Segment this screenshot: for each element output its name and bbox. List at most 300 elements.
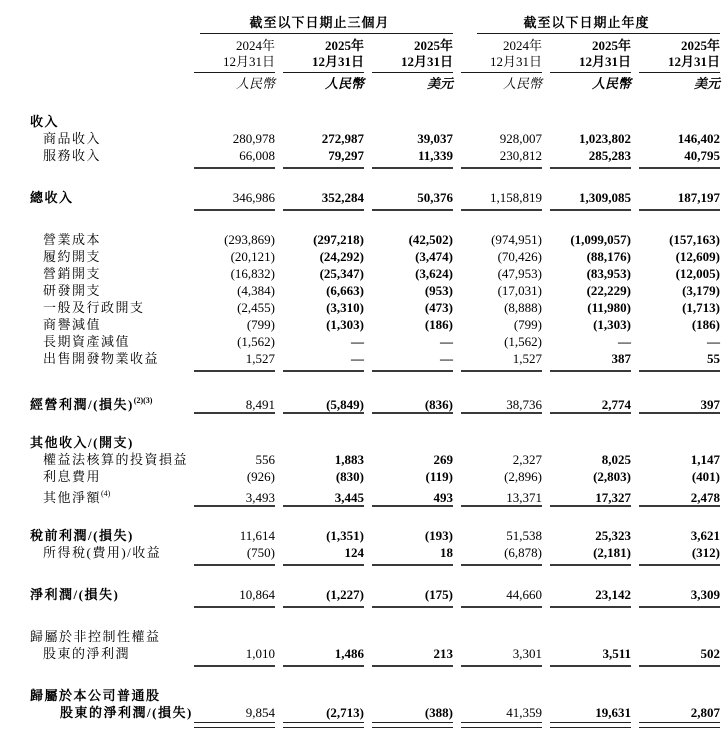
value-cell: 1,158,819 — [490, 190, 542, 205]
row-label — [0, 248, 186, 265]
value-cell: (3,179) — [682, 283, 720, 298]
row-label-text: 淨利潤/(損失) — [30, 587, 120, 602]
rule-line — [550, 410, 631, 414]
value-cell: 1,486 — [334, 646, 364, 661]
column-currency: 人民幣 — [235, 76, 275, 91]
rule-line — [639, 663, 720, 667]
value-cell: (4,384) — [237, 283, 275, 298]
value-cell: (750) — [246, 545, 275, 560]
rule-line — [461, 70, 542, 73]
column-year: 2024年 — [235, 38, 275, 53]
table-row — [0, 451, 720, 468]
table-row — [0, 333, 720, 350]
row-label-text: 權益法核算的投資損益 — [43, 452, 189, 467]
label-column-spacer — [0, 562, 186, 567]
value-cell: 146,402 — [677, 131, 720, 146]
value-cell: 3,309 — [690, 587, 720, 602]
label-column-spacer — [0, 604, 186, 609]
single-rule — [186, 410, 275, 415]
row-label-text: 其他淨額 — [43, 490, 102, 505]
row-label — [0, 130, 186, 147]
rule-line — [372, 368, 453, 372]
value-cell: (926) — [246, 469, 275, 484]
single-rule — [542, 663, 631, 668]
rule-line — [194, 663, 275, 667]
period-group-header: 截至以下日期止年度 — [523, 15, 650, 30]
rule-line — [283, 503, 364, 507]
value-cell: 1,147 — [690, 452, 720, 467]
value-cell: (830) — [335, 469, 364, 484]
total-rule-row — [0, 722, 720, 727]
value-cell: (297,218) — [313, 232, 364, 247]
period-group-rule — [453, 32, 720, 34]
financial-statement-table — [0, 14, 724, 727]
single-rule — [453, 503, 542, 508]
table-row — [0, 485, 720, 505]
row-label — [0, 265, 186, 282]
column-year-row — [0, 38, 720, 54]
value-cell: (12,609) — [675, 249, 720, 264]
value-cell: 556 — [255, 452, 275, 467]
row-label — [0, 189, 186, 206]
single-rule — [542, 503, 631, 508]
value-cell: 1,883 — [334, 452, 364, 467]
value-cell: (293,869) — [224, 232, 275, 247]
rule-line — [550, 165, 631, 169]
table-row — [0, 392, 720, 412]
value-cell: (12,005) — [675, 266, 720, 281]
table-row — [0, 248, 720, 265]
value-cell: 187,197 — [677, 190, 720, 205]
value-cell: 44,660 — [506, 587, 542, 602]
value-cell: 8,025 — [601, 452, 631, 467]
double-rule — [542, 722, 631, 727]
value-cell: (24,292) — [319, 249, 364, 264]
value-cell: (47,953) — [497, 266, 542, 281]
value-cell: 2,807 — [690, 705, 720, 720]
value-cell: 346,986 — [232, 190, 275, 205]
value-cell: (799) — [246, 317, 275, 332]
value-cell: (799) — [513, 317, 542, 332]
rule-line — [477, 32, 720, 34]
rule-line — [639, 207, 720, 211]
row-label-text: 歸屬於本公司普通股 — [30, 688, 161, 703]
value-cell: 2,327 — [512, 452, 542, 467]
value-cell: (119) — [425, 469, 453, 484]
rule-line — [550, 503, 631, 507]
value-cell: 51,538 — [506, 528, 542, 543]
column-year: 2025年 — [413, 38, 453, 53]
table-row — [0, 147, 720, 164]
single-rule — [453, 207, 542, 212]
value-cell: 13,371 — [506, 490, 542, 505]
rule-line — [461, 663, 542, 667]
table-row — [0, 231, 720, 248]
label-column-spacer — [0, 38, 186, 54]
value-cell: 25,323 — [595, 528, 631, 543]
table-row — [0, 434, 720, 451]
row-label — [0, 316, 186, 333]
table-row — [0, 282, 720, 299]
value-cell: (2,713) — [326, 705, 364, 720]
row-label-footnote: (4) — [101, 489, 111, 498]
rule-line — [461, 165, 542, 169]
single-rule — [453, 604, 542, 609]
value-cell: (473) — [424, 300, 453, 315]
single-rule — [631, 604, 720, 609]
value-cell: 272,987 — [321, 131, 364, 146]
single-rule — [186, 368, 275, 373]
single-rule — [542, 368, 631, 373]
table-row — [0, 544, 720, 561]
column-date-rule — [364, 70, 453, 73]
table-row — [0, 113, 720, 130]
single-rule — [364, 410, 453, 415]
double-rule — [453, 722, 542, 727]
row-label-text: 其他收入/(開支) — [30, 435, 134, 450]
table-row — [0, 645, 720, 662]
total-rule-row — [0, 562, 720, 567]
label-column-spacer — [0, 368, 186, 373]
column-date: 12月31日 — [489, 54, 542, 69]
value-cell: 79,297 — [328, 148, 364, 163]
value-cell: (1,562) — [504, 334, 542, 349]
value-cell: 3,493 — [245, 490, 275, 505]
value-cell: 928,007 — [499, 131, 542, 146]
value-cell: 269 — [433, 452, 453, 467]
rule-line — [550, 368, 631, 372]
row-label-text: 收入 — [30, 114, 60, 129]
value-cell: (70,426) — [497, 249, 542, 264]
value-cell: 8,491 — [245, 397, 275, 412]
rule-line — [194, 562, 275, 566]
single-rule — [364, 663, 453, 668]
row-label-text: 營業成本 — [43, 232, 102, 247]
single-rule — [631, 663, 720, 668]
single-rule — [453, 663, 542, 668]
rule-line — [461, 604, 542, 608]
single-rule — [542, 562, 631, 567]
row-label-text: 長期資產減值 — [43, 334, 131, 349]
value-cell: (11,980) — [587, 300, 631, 315]
value-cell: (2,803) — [593, 469, 631, 484]
single-rule — [275, 165, 364, 170]
value-cell: 3,511 — [602, 646, 631, 661]
value-cell: 11,614 — [239, 528, 275, 543]
value-cell: (1,351) — [326, 528, 364, 543]
row-label — [0, 147, 186, 164]
rule-line — [372, 207, 453, 211]
value-cell: (2,455) — [237, 300, 275, 315]
rule-line — [283, 368, 364, 372]
rule-line — [372, 663, 453, 667]
total-rule-row — [0, 604, 720, 609]
value-cell: 10,864 — [239, 587, 275, 602]
value-cell: 38,736 — [506, 397, 542, 412]
value-cell: 50,376 — [417, 190, 453, 205]
rule-line — [550, 207, 631, 211]
single-rule — [275, 562, 364, 567]
single-rule — [275, 207, 364, 212]
value-cell: (22,229) — [586, 283, 631, 298]
table-row — [0, 468, 720, 485]
row-label — [0, 628, 186, 645]
label-column-spacer — [0, 503, 186, 508]
value-cell: 2,774 — [601, 397, 631, 412]
period-group-row — [0, 14, 720, 32]
single-rule — [631, 207, 720, 212]
rule-line — [639, 562, 720, 566]
rule-line — [550, 722, 631, 728]
row-label-text: 履約開支 — [43, 249, 102, 264]
rule-line — [461, 503, 542, 507]
single-rule — [453, 165, 542, 170]
single-rule — [275, 410, 364, 415]
value-cell: 1,023,802 — [579, 131, 631, 146]
rule-line — [283, 70, 364, 73]
rule-line — [372, 410, 453, 414]
value-cell: (401) — [691, 469, 720, 484]
single-rule — [542, 207, 631, 212]
value-cell: (3,624) — [415, 266, 453, 281]
column-currency: 美元 — [693, 76, 720, 91]
value-cell: (2,181) — [593, 545, 631, 560]
value-cell: 17,327 — [595, 490, 631, 505]
row-label-text: 經營利潤/(損失) — [30, 397, 134, 412]
row-label — [0, 434, 186, 451]
value-cell: (16,832) — [230, 266, 275, 281]
table-row — [0, 130, 720, 147]
rule-line — [194, 604, 275, 608]
single-rule — [275, 368, 364, 373]
rule-line — [550, 663, 631, 667]
value-cell: 23,142 — [595, 587, 631, 602]
single-rule — [453, 410, 542, 415]
value-cell: — — [351, 351, 364, 366]
column-date: 12月31日 — [578, 54, 631, 69]
value-cell: 39,037 — [417, 131, 453, 146]
single-rule — [364, 562, 453, 567]
row-label — [0, 527, 186, 544]
column-date-row — [0, 54, 720, 70]
single-rule — [631, 562, 720, 567]
value-cell: 213 — [433, 646, 453, 661]
row-label-text: 利息費用 — [43, 469, 102, 484]
value-cell: (175) — [424, 587, 453, 602]
rule-line — [194, 165, 275, 169]
value-cell: 41,359 — [506, 705, 542, 720]
rule-line — [550, 562, 631, 566]
period-group-rules — [0, 32, 720, 34]
label-column-spacer — [0, 165, 186, 170]
row-label-text: 總收入 — [30, 190, 74, 205]
label-column-spacer — [0, 73, 186, 93]
double-rule — [631, 722, 720, 727]
rule-line — [194, 70, 275, 73]
row-label — [0, 282, 186, 299]
value-cell: (17,031) — [497, 283, 542, 298]
value-cell: (3,474) — [415, 249, 453, 264]
header-body-gap — [0, 93, 724, 113]
value-cell: (974,951) — [491, 232, 542, 247]
value-cell: 502 — [700, 646, 720, 661]
value-cell: — — [351, 334, 364, 349]
single-rule — [186, 165, 275, 170]
value-cell: 18 — [440, 545, 453, 560]
value-cell: 280,978 — [232, 131, 275, 146]
column-date: 12月31日 — [667, 54, 720, 69]
value-cell: (83,953) — [586, 266, 631, 281]
rule-line — [461, 207, 542, 211]
double-rule — [186, 722, 275, 727]
value-cell: 3,301 — [512, 646, 542, 661]
value-cell: (1,227) — [326, 587, 364, 602]
value-cell: — — [707, 334, 720, 349]
rule-line — [283, 604, 364, 608]
single-rule — [453, 562, 542, 567]
value-cell: 40,795 — [684, 148, 720, 163]
value-cell: (6,878) — [504, 545, 542, 560]
column-currency: 人民幣 — [591, 76, 631, 91]
value-cell: 1,527 — [512, 351, 542, 366]
total-rule-row — [0, 663, 720, 668]
single-rule — [542, 165, 631, 170]
row-label — [0, 468, 186, 485]
rule-line — [550, 70, 631, 73]
rule-line — [372, 70, 453, 73]
single-rule — [364, 503, 453, 508]
rule-line — [194, 722, 275, 728]
total-rule-row — [0, 503, 720, 508]
column-currency: 美元 — [426, 76, 453, 91]
row-label-text: 營銷開支 — [43, 266, 102, 281]
row-label-text: 所得稅(費用)/收益 — [43, 545, 162, 560]
label-column-spacer — [0, 663, 186, 668]
rule-line — [283, 410, 364, 414]
value-cell: (836) — [424, 397, 453, 412]
single-rule — [275, 503, 364, 508]
value-cell: (1,562) — [237, 334, 275, 349]
row-label — [0, 586, 186, 603]
total-rule-row — [0, 410, 720, 415]
single-rule — [186, 562, 275, 567]
table-row — [0, 316, 720, 333]
single-rule — [631, 503, 720, 508]
row-label — [0, 544, 186, 561]
row-label — [0, 231, 186, 248]
value-cell: (186) — [691, 317, 720, 332]
row-label-text: 商品收入 — [43, 131, 102, 146]
value-cell: (953) — [424, 283, 453, 298]
row-label-footnote: (2)(3) — [133, 396, 153, 405]
column-date: 12月31日 — [400, 54, 453, 69]
table-row — [0, 350, 720, 367]
value-cell: 493 — [433, 490, 453, 505]
rule-line — [194, 410, 275, 414]
single-rule — [275, 604, 364, 609]
column-year: 2024年 — [502, 38, 542, 53]
label-column-spacer — [0, 410, 186, 415]
rule-line — [283, 663, 364, 667]
label-column-spacer — [0, 722, 186, 727]
label-column-spacer — [0, 32, 186, 34]
rule-line — [283, 207, 364, 211]
row-label — [0, 299, 186, 316]
rule-line — [639, 70, 720, 73]
value-cell: (20,121) — [230, 249, 275, 264]
column-date: 12月31日 — [311, 54, 364, 69]
rule-line — [194, 503, 275, 507]
table-row — [0, 687, 720, 704]
column-currency: 人民幣 — [324, 76, 364, 91]
value-cell: — — [618, 334, 631, 349]
single-rule — [542, 604, 631, 609]
row-label — [0, 113, 186, 130]
column-year: 2025年 — [324, 38, 364, 53]
value-cell: (3,310) — [326, 300, 364, 315]
table-row — [0, 265, 720, 282]
value-cell: (2,896) — [504, 469, 542, 484]
table-row — [0, 704, 720, 721]
value-cell: 19,631 — [595, 705, 631, 720]
rule-line — [461, 368, 542, 372]
value-cell: — — [440, 334, 453, 349]
single-rule — [275, 663, 364, 668]
value-cell: (8,888) — [504, 300, 542, 315]
value-cell: — — [440, 351, 453, 366]
value-cell: 1,309,085 — [579, 190, 631, 205]
value-cell: 66,008 — [239, 148, 275, 163]
row-label — [0, 687, 186, 704]
rule-line — [372, 722, 453, 728]
single-rule — [186, 604, 275, 609]
row-label — [0, 704, 193, 721]
rule-line — [639, 165, 720, 169]
row-label-text: 稅前利潤/(損失) — [30, 528, 134, 543]
row-label-text: 服務收入 — [43, 148, 102, 163]
rule-line — [372, 604, 453, 608]
single-rule — [364, 604, 453, 609]
column-year: 2025年 — [680, 38, 720, 53]
value-cell: (88,176) — [586, 249, 631, 264]
rule-line — [639, 368, 720, 372]
value-cell: (5,849) — [326, 397, 364, 412]
period-group-header: 截至以下日期止三個月 — [249, 15, 390, 30]
row-label-text: 出售開發物業收益 — [43, 351, 160, 366]
row-label — [0, 645, 186, 662]
table-row — [0, 299, 720, 316]
value-cell: 2,478 — [690, 490, 720, 505]
value-cell: 55 — [707, 351, 720, 366]
rule-line — [461, 410, 542, 414]
rule-line — [194, 207, 275, 211]
rule-line — [283, 165, 364, 169]
value-cell: (1,303) — [593, 317, 631, 332]
value-cell: (6,663) — [326, 283, 364, 298]
label-column-spacer — [0, 54, 186, 70]
rule-line — [639, 604, 720, 608]
rule-line — [461, 562, 542, 566]
value-cell: (25,347) — [319, 266, 364, 281]
row-label-text: 歸屬於非控制性權益 — [30, 629, 161, 644]
single-rule — [453, 368, 542, 373]
value-cell: (193) — [424, 528, 453, 543]
rule-line — [200, 32, 453, 34]
row-label-text: 股東的淨利潤/(損失) — [60, 705, 193, 720]
column-date-rule — [631, 70, 720, 73]
label-column-spacer — [0, 207, 186, 212]
row-label-text: 商譽減值 — [43, 317, 102, 332]
